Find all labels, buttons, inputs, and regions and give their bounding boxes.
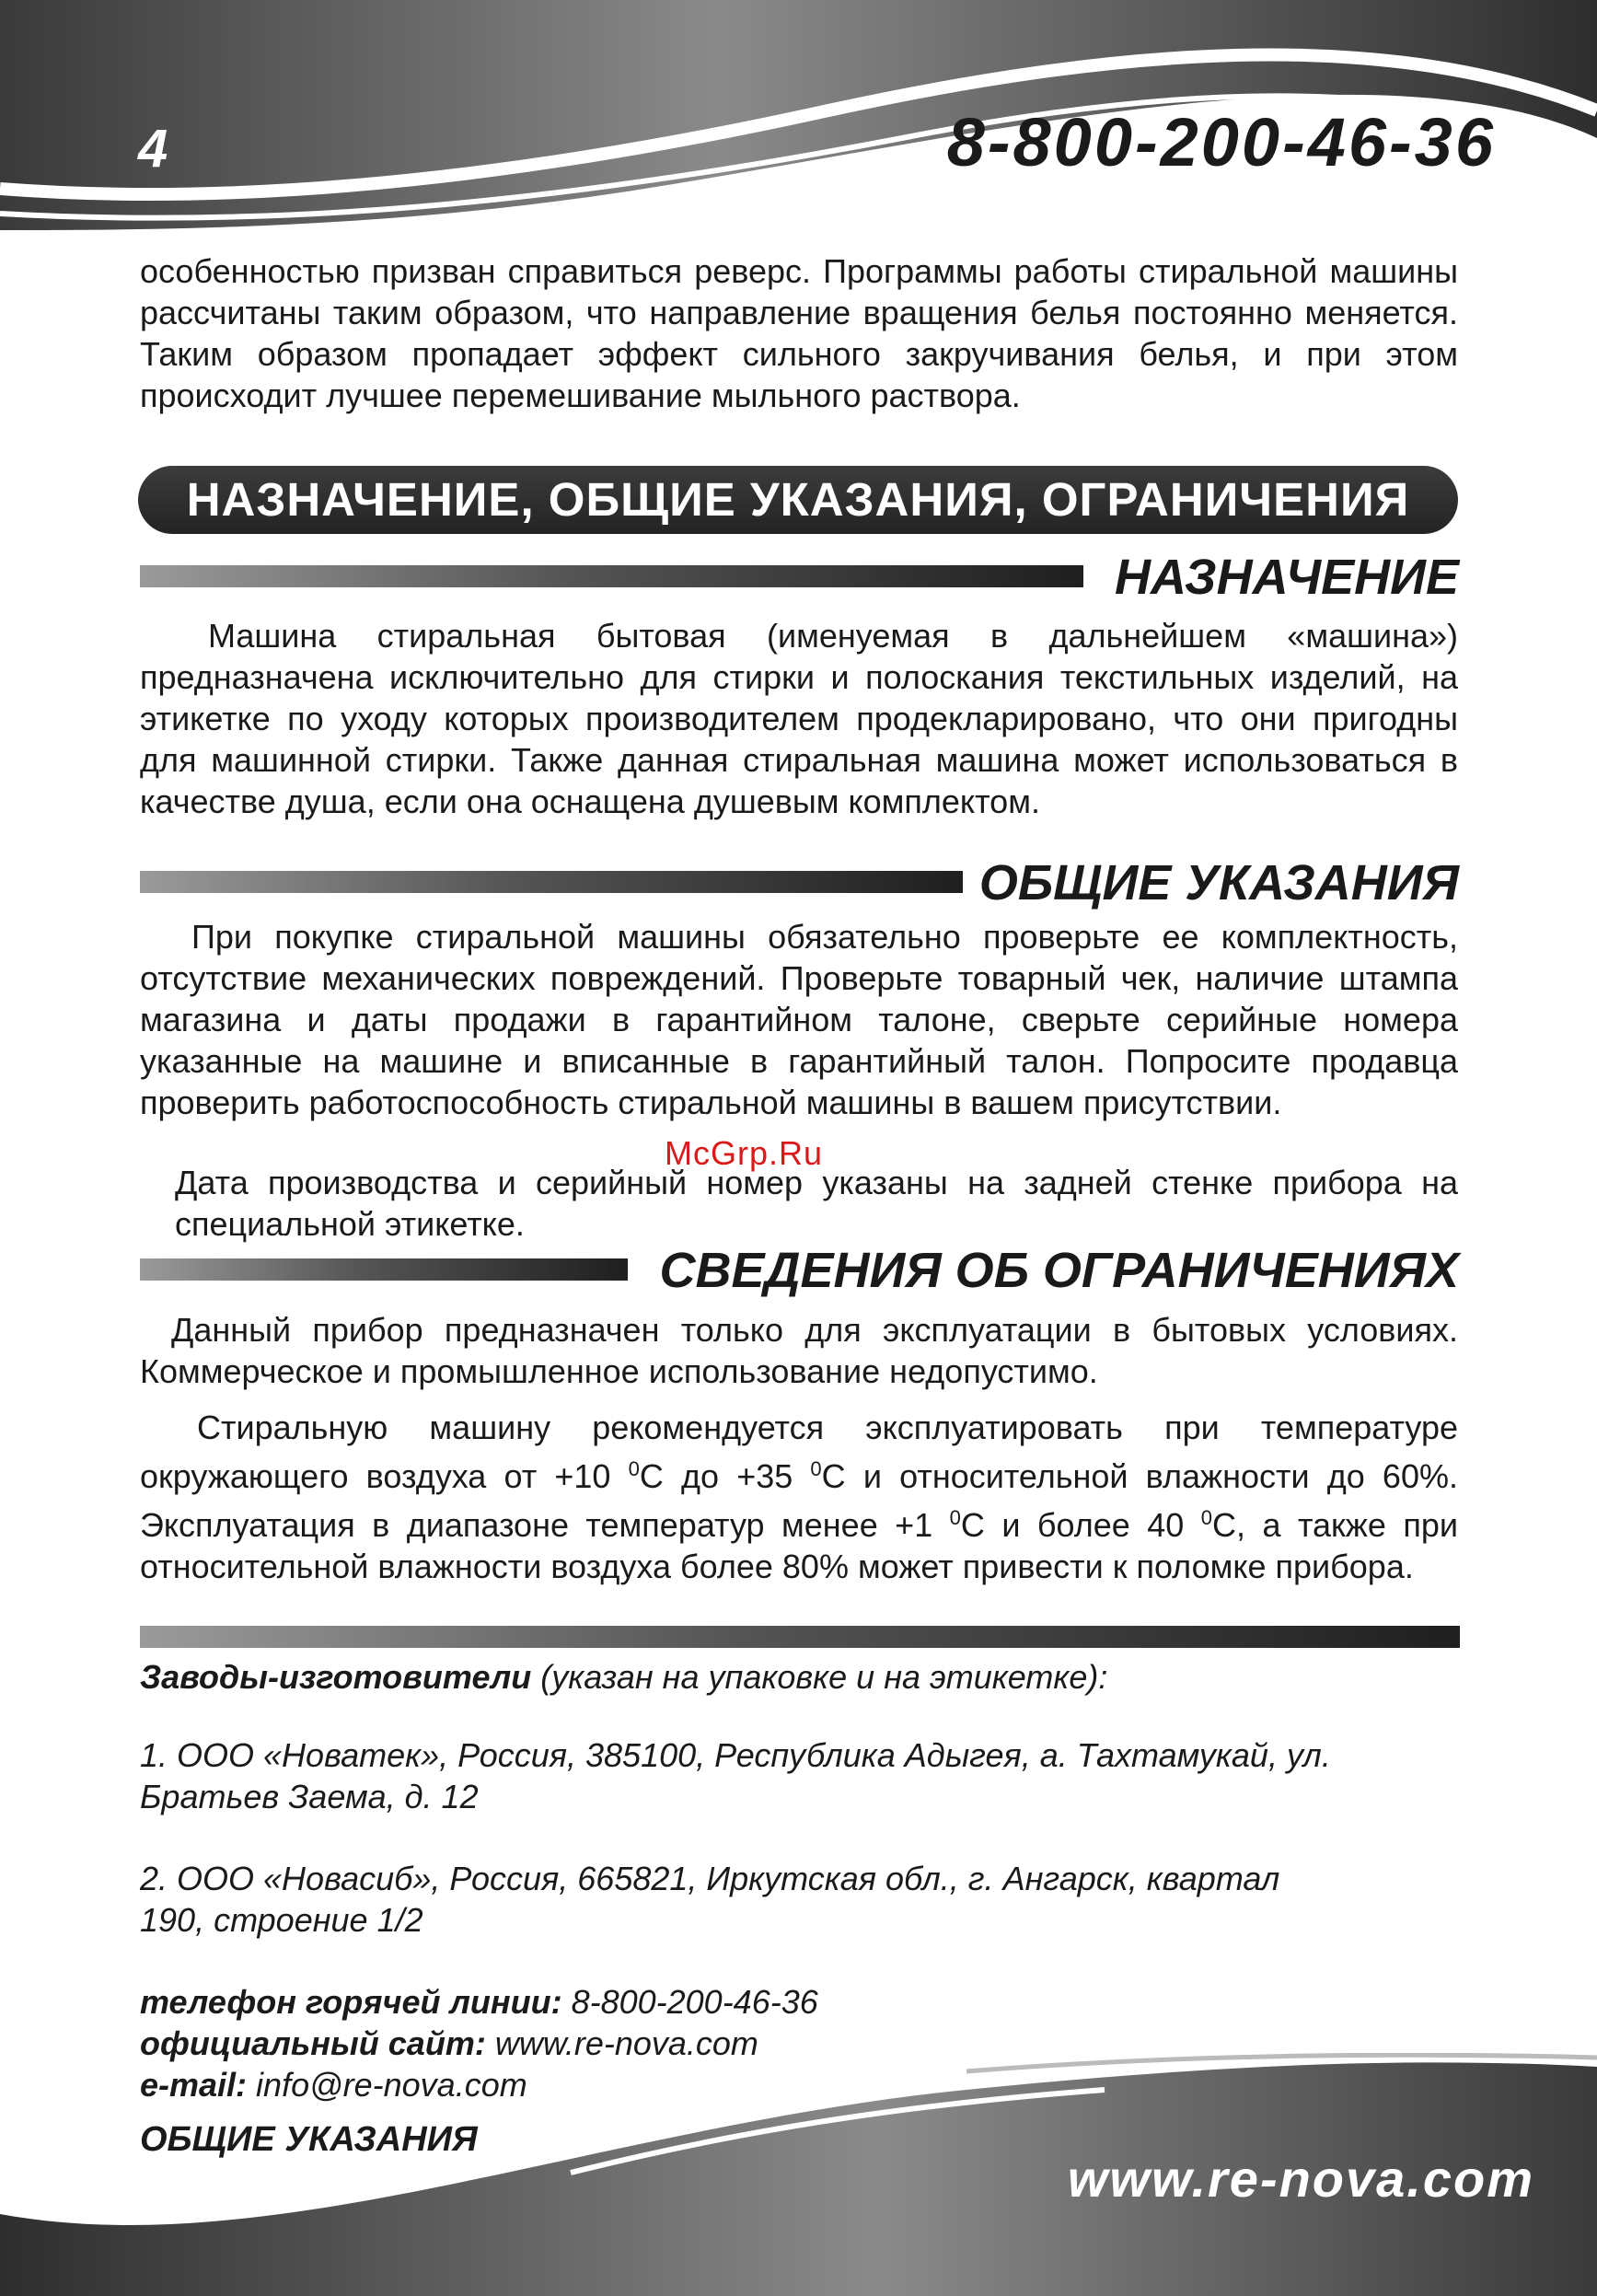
general-paragraph-1: При покупке стиральной машины обязательно проверьте ее комплектность, отсутствие механических повреждений. Проверьте товарный чек, наличие штампа магазина и даты продажи в гарантийном талоне, сверьте серийные номера указанные на машине и вписанные в гарантийный талон. Попросите продавца проверить работоспособность стиральной машины в вашем присутствии.: [140, 918, 1458, 1121]
footer-section-label: ОБЩИЕ УКАЗАНИЯ: [140, 2120, 478, 2159]
footer-website[interactable]: www.re-nova.com: [1067, 2150, 1534, 2208]
general-paragraph-2: Дата производства и серийный номер указаны на задней стенке прибора на специальной этикетке.: [175, 1164, 1458, 1243]
heading-limits: СВЕДЕНИЯ ОБ ОГРАНИЧЕНИЯХ: [659, 1243, 1459, 1298]
main-title-banner: НАЗНАЧЕНИЕ, ОБЩИЕ УКАЗАНИЯ, ОГРАНИЧЕНИЯ: [138, 466, 1458, 534]
degree-mark: 0: [810, 1457, 822, 1480]
email-line: e-mail: info@re-nova.com: [140, 2066, 527, 2104]
heading-general: ОБЩИЕ УКАЗАНИЯ: [978, 855, 1459, 910]
manufacturer-2: 2. ООО «Новасиб», Россия, 665821, Иркутская обл., г. Ангарск, квартал 190, строение 1/2: [140, 1860, 1280, 1939]
watermark-text: McGrp.Ru: [665, 1134, 824, 1172]
header-phone: 8-800-200-46-36: [946, 104, 1496, 180]
heading-purpose: НАЗНАЧЕНИЕ: [1114, 550, 1459, 605]
divider-bar: [140, 1626, 1460, 1648]
section-bar-general: [140, 871, 963, 893]
section-bar-purpose: [140, 565, 1083, 587]
limits-paragraph-1: Данный прибор предназначен только для эксплуатации в бытовых условиях. Коммерческое и промышленное использование недопустимо.: [140, 1311, 1458, 1390]
hotline-line: телефон горячей линии: 8-800-200-46-36: [140, 1983, 818, 2021]
section-bar-limits: [140, 1258, 628, 1281]
purpose-paragraph: Машина стиральная бытовая (именуемая в дальнейшем «машина») предназначена исключительно для стирки и полоскания текстильных изделий, на этикетке по уходу которых производителем продекларировано, что они пригодны для машинной стирки. Также данная стиральная машина может использоваться в качестве душа, если она оснащена душевым комплектом.: [140, 617, 1458, 820]
manufacturers-heading: Заводы-изготовители (указан на упаковке и на этикетке):: [140, 1658, 1108, 1696]
page-number: 4: [138, 119, 168, 179]
website-line: официальный сайт: www.re-nova.com: [140, 2024, 758, 2062]
intro-paragraph: особенностью призван справиться реверс. Программы работы стиральной машины рассчитаны таким образом, что направление вращения белья постоянно меняется. Таким образом пропадает эффект сильного закручивания белья, и при этом происходит лучшее перемешивание мыльного раствора.: [140, 252, 1458, 414]
limits-paragraph-2: Стиральную машину рекомендуется эксплуатировать при температуре окружающего воздуха от +10 $^0$С до +35 $^0$С и относительной влажности до 60%. Эксплуатация в диапазоне температур менее +1 $^0$С и более 40 $^0$С, а также при относительной влажности воздуха более 80% может привести к поломке прибора.: [140, 1409, 1458, 1585]
degree-mark: 0: [949, 1506, 961, 1529]
degree-mark: 0: [628, 1457, 640, 1480]
manufacturer-1: 1. ООО «Новатек», Россия, 385100, Республика Адыгея, а. Тахтамукай, ул. Братьев Заема, д. 12: [140, 1736, 1331, 1815]
degree-mark: 0: [1200, 1506, 1213, 1529]
